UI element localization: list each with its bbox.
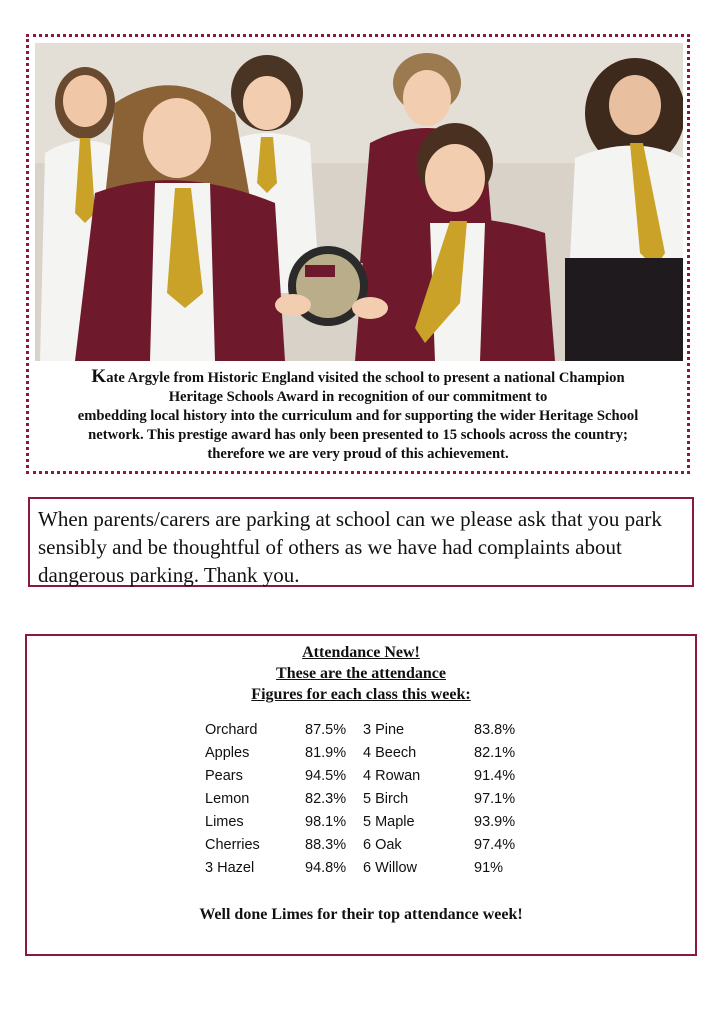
- class-percentage: 91%: [474, 859, 504, 876]
- attendance-section: [25, 634, 697, 956]
- class-percentage: 94.8%: [305, 859, 347, 876]
- class-name: 3 Pine: [363, 721, 405, 738]
- attendance-row: [205, 764, 534, 787]
- attendance-subtitle: These are the attendance: [276, 665, 446, 682]
- class-name: 4 Beech: [363, 744, 417, 761]
- class-name: Orchard: [205, 721, 258, 738]
- attendance-footer: Well done Limes for their top attendance week!: [199, 906, 523, 923]
- parking-text-line: sensibly and be thoughtful of others as we have had complaints about: [38, 535, 622, 559]
- class-percentage: 98.1%: [305, 813, 347, 830]
- award-caption: [33, 367, 683, 464]
- award-caption-line: therefore we are very proud of this achievement.: [207, 446, 509, 462]
- award-lead-letter: K: [91, 366, 107, 387]
- award-caption-line: embedding local history into the curriculum and for supporting the wider Heritage School: [77, 408, 639, 424]
- class-name: 4 Rowan: [363, 767, 421, 784]
- class-name: 5 Birch: [363, 790, 409, 807]
- parking-notice: [28, 497, 694, 587]
- class-name: Pears: [205, 767, 243, 784]
- award-caption-line: Kate Argyle from Historic England visited the school to present a national Champion: [91, 366, 625, 387]
- class-name: 6 Oak: [363, 836, 402, 853]
- class-percentage: 83.8%: [474, 721, 516, 738]
- parking-text-line: When parents/carers are parking at school can we please ask that you park: [38, 507, 662, 531]
- attendance-row: [205, 856, 534, 879]
- award-photo: [35, 43, 683, 361]
- class-percentage: 97.4%: [474, 836, 516, 853]
- attendance-subtitle: Figures for each class this week:: [251, 686, 471, 703]
- attendance-row: [205, 810, 534, 833]
- attendance-row: [205, 718, 534, 741]
- attendance-table: [205, 718, 534, 879]
- attendance-heading: [27, 642, 695, 705]
- class-percentage: 91.4%: [474, 767, 516, 784]
- class-percentage: 82.3%: [305, 790, 347, 807]
- class-percentage: 88.3%: [305, 836, 347, 853]
- class-percentage: 97.1%: [474, 790, 516, 807]
- class-name: Cherries: [205, 836, 260, 853]
- attendance-row: [205, 833, 534, 856]
- attendance-title: Attendance New!: [302, 644, 420, 661]
- class-name: 3 Hazel: [205, 859, 255, 876]
- attendance-row: [205, 787, 534, 810]
- attendance-row: [205, 741, 534, 764]
- award-caption-line: network. This prestige award has only been presented to 15 schools across the country;: [88, 427, 628, 443]
- class-percentage: 82.1%: [474, 744, 516, 761]
- class-percentage: 93.9%: [474, 813, 516, 830]
- class-percentage: 87.5%: [305, 721, 347, 738]
- class-percentage: 81.9%: [305, 744, 347, 761]
- class-name: 6 Willow: [363, 859, 417, 876]
- parking-text-line: dangerous parking. Thank you.: [38, 563, 300, 587]
- award-section: [26, 34, 690, 474]
- class-name: 5 Maple: [363, 813, 415, 830]
- class-percentage: 94.5%: [305, 767, 347, 784]
- class-name: Lemon: [205, 790, 250, 807]
- pupils-with-award-illustration: [35, 43, 683, 361]
- class-name: Limes: [205, 813, 244, 830]
- class-name: Apples: [205, 744, 250, 761]
- award-caption-line: Heritage Schools Award in recognition of our commitment to: [168, 389, 548, 405]
